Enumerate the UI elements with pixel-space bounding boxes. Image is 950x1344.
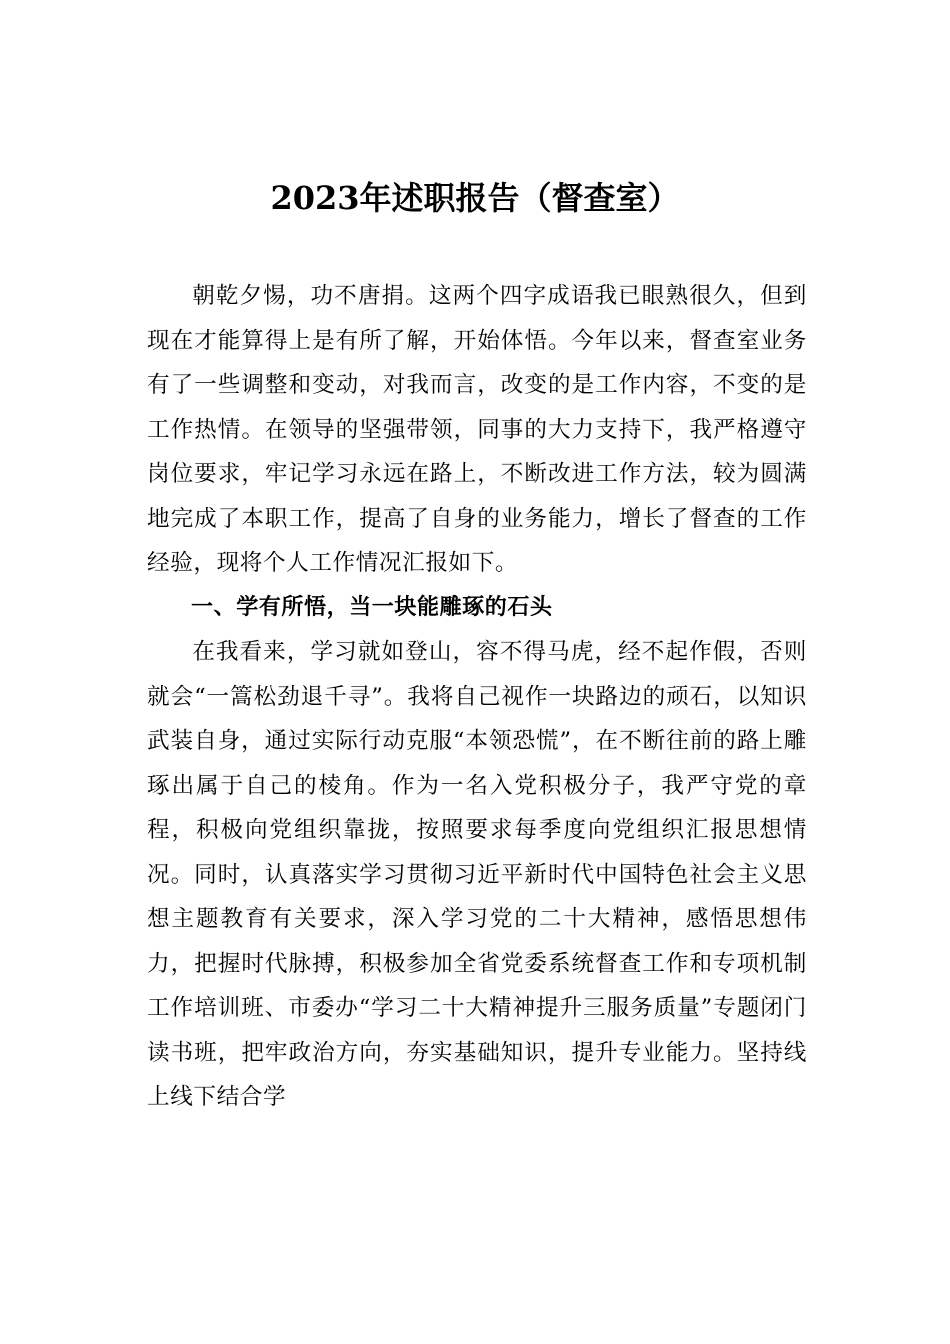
- section-heading: 一、学有所悟，当一块能雕琢的石头: [191, 594, 553, 620]
- document-body: [147, 274, 807, 1120]
- section-paragraph: 在我看来，学习就如登山，容不得马虎，经不起作假，否则就会“一篙松劲退千寻”。我将自己视作一块路边的顽石，以知识武装自身，通过实际行动克服“本领恐慌”，在不断往前的路上雕琢出属于自己的棱角。作为一名入党积极分子，我严守党的章程，积极向党组织靠拢，按照要求每季度向党组织汇报思想情况。同时，认真落实学习贯彻习近平新时代中国特色社会主义思想主题教育有关要求，深入学习党的二十大精神，感悟思想伟力，把握时代脉搏，积极参加全省党委系统督查工作和专项机制工作培训班、市委办“学习二十大精神提升三服务质量”专题闭门读书班，把牢政治方向，夯实基础知识，提升专业能力。坚持线上线下结合学: [147, 639, 807, 1110]
- document-title: 2023年述职报告（督查室）: [270, 179, 680, 217]
- intro-paragraph: 朝乾夕惕，功不唐捐。这两个四字成语我已眼熟很久，但到现在才能算得上是有所了解，开始体悟。今年以来，督查室业务有了一些调整和变动，对我而言，改变的是工作内容，不变的是工作热情。在领导的坚强带领，同事的大力支持下，我严格遵守岗位要求，牢记学习永远在路上，不断改进工作方法，较为圆满地完成了本职工作，提高了自身的业务能力，增长了督查的工作经验，现将个人工作情况汇报如下。: [147, 283, 807, 576]
